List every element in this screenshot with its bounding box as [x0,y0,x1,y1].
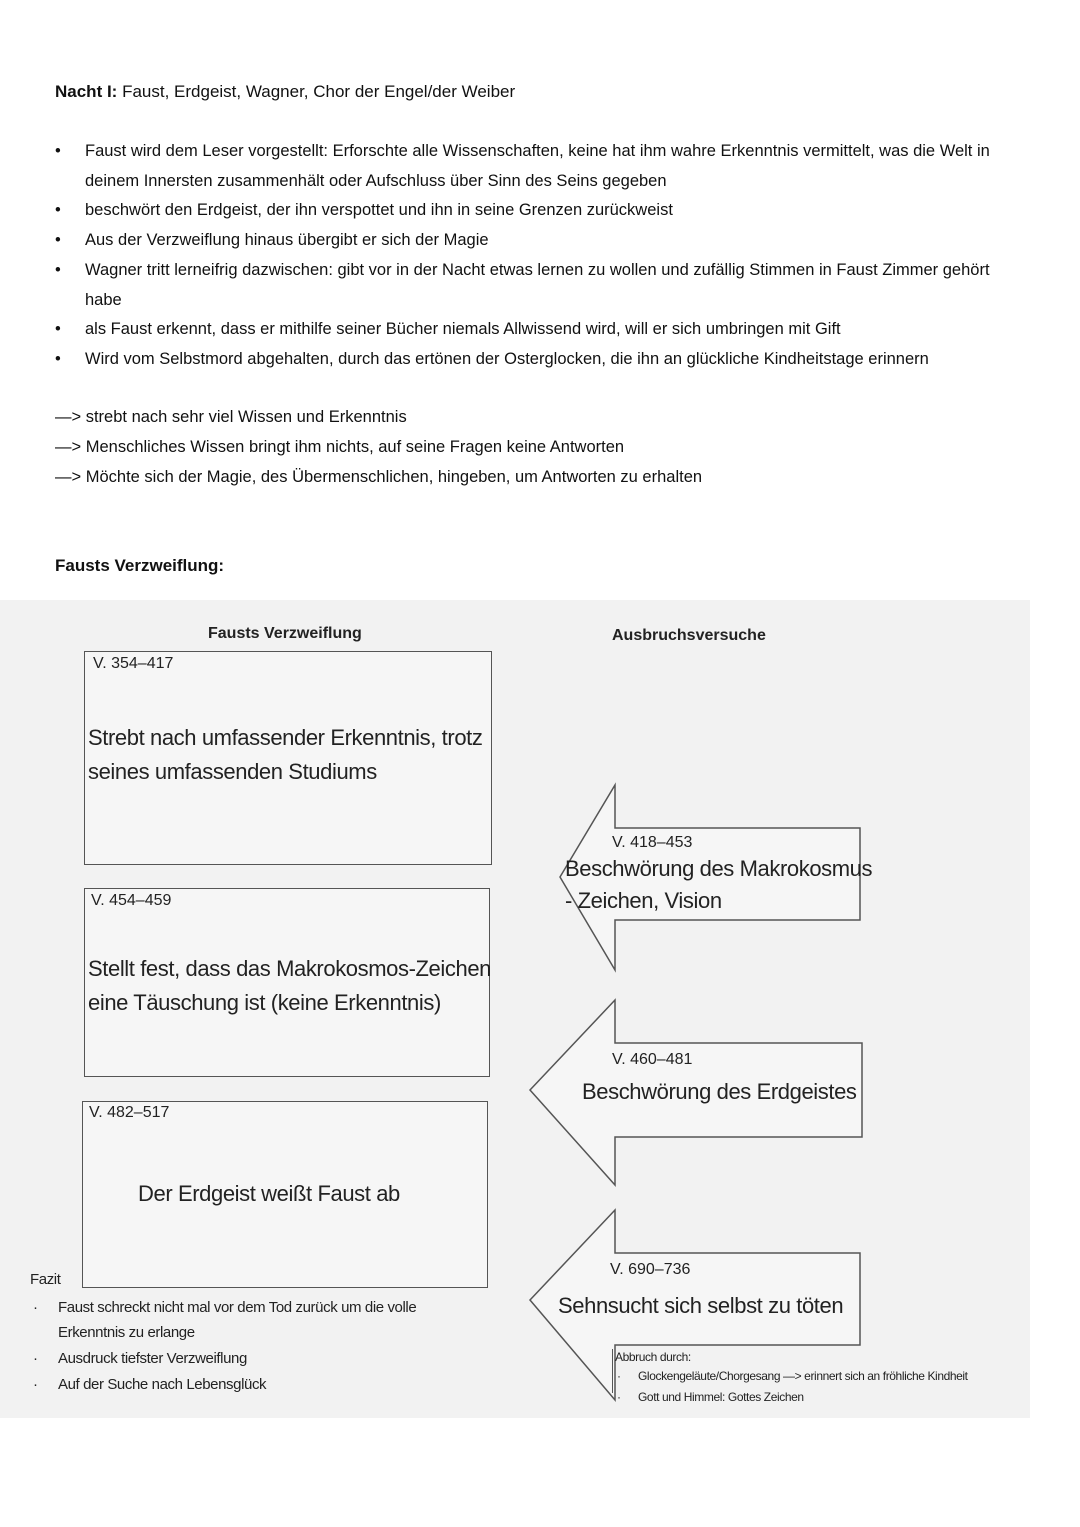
arrow-text: - Zeichen, Vision [565,888,722,913]
abbruch-item: Gott und Himmel: Gottes Zeichen [638,1390,804,1404]
conclusion-line: —> strebt nach sehr viel Wissen und Erkenntnis [55,408,407,426]
box-text: eine Täuschung ist (keine Erkenntnis) [88,990,441,1015]
verse-label: V. 690–736 [610,1261,691,1278]
verse-label: V. 454–459 [91,892,172,909]
box-text: seines umfassenden Studiums [88,759,377,784]
arrow-text: Beschwörung des Makrokosmus [565,856,873,881]
verse-label: V. 354–417 [93,655,174,672]
heading-bold: Nacht I: [55,82,118,101]
abbruch-label: Abbruch durch: [615,1350,691,1364]
conclusion-line: —> Menschliches Wissen bringt ihm nichts, auf seine Fragen keine Antworten [55,438,625,456]
arrow-text: Beschwörung des Erdgeistes [582,1079,857,1104]
fazit-bullet: · [33,1376,38,1393]
box-text: Der Erdgeist weißt Faust ab [138,1181,400,1206]
fazit-bullet: · [33,1350,38,1367]
fazit-item: Auf der Suche nach Lebensglück [58,1376,267,1393]
fazit-bullet: · [33,1299,38,1316]
section-title: Fausts Verzweiflung: [55,556,225,575]
left-column-header: Fausts Verzweiflung [208,625,362,642]
right-column-header: Ausbruchsversuche [612,627,766,644]
abbruch-item: Glockengeläute/Chorgesang —> erinnert sich an fröhliche Kindheit [638,1369,968,1383]
fazit-item: Faust schreckt nicht mal vor dem Tod zurück um die volle [58,1299,417,1316]
list-item-text: Wird vom Selbstmord abgehalten, durch das ertönen der Osterglocken, die ihn an glückliche Kindheitstage erinnern [85,350,929,368]
verse-label: V. 482–517 [89,1104,170,1121]
box-text: Strebt nach umfassender Erkenntnis, trotz [88,725,483,750]
abbruch-bullet: · [617,1369,621,1383]
fazit-item: Ausdruck tiefster Verzweiflung [58,1350,247,1367]
abbruch-bullet: · [617,1390,621,1404]
verzweiflung-box [84,651,492,865]
heading-rest: Faust, Erdgeist, Wagner, Chor der Engel/der Weiber [117,82,516,101]
verse-label: V. 460–481 [612,1051,693,1068]
fazit-item: Erkenntnis zu erlange [58,1324,195,1341]
list-item-text: Faust wird dem Leser vorgestellt: Erforschte alle Wissenschaften, keine hat ihm wahre Erkenntnis vermittelt, was die Welt in deinem Innersten zusammenhält oder Aufschluss über Sinn des Seins gegeben [85,142,990,190]
abbruch-divider [612,1349,613,1393]
list-item-text: Aus der Verzweiflung hinaus übergibt er sich der Magie [85,231,489,249]
list-item-text: Wagner tritt lerneifrig dazwischen: gibt vor in der Nacht etwas lernen zu wollen und zufällig Stimmen in Faust Zimmer gehört habe [85,261,990,309]
list-item-text: als Faust erkennt, dass er mithilfe seiner Bücher niemals Allwissend wird, will er sich umbringen mit Gift [85,320,841,338]
conclusion-line: —> Möchte sich der Magie, des Übermenschlichen, hingeben, um Antworten zu erhalten [55,468,703,486]
verzweiflung-box [82,1101,488,1288]
box-text: Stellt fest, dass das Makrokosmos-Zeichen [88,956,491,981]
verse-label: V. 418–453 [612,834,693,851]
verzweiflung-box [84,888,490,1077]
fazit-label: Fazit [30,1271,61,1288]
arrow-text: Sehnsucht sich selbst zu töten [558,1293,844,1318]
list-item-text: beschwört den Erdgeist, der ihn verspottet und ihn in seine Grenzen zurückweist [85,201,673,219]
